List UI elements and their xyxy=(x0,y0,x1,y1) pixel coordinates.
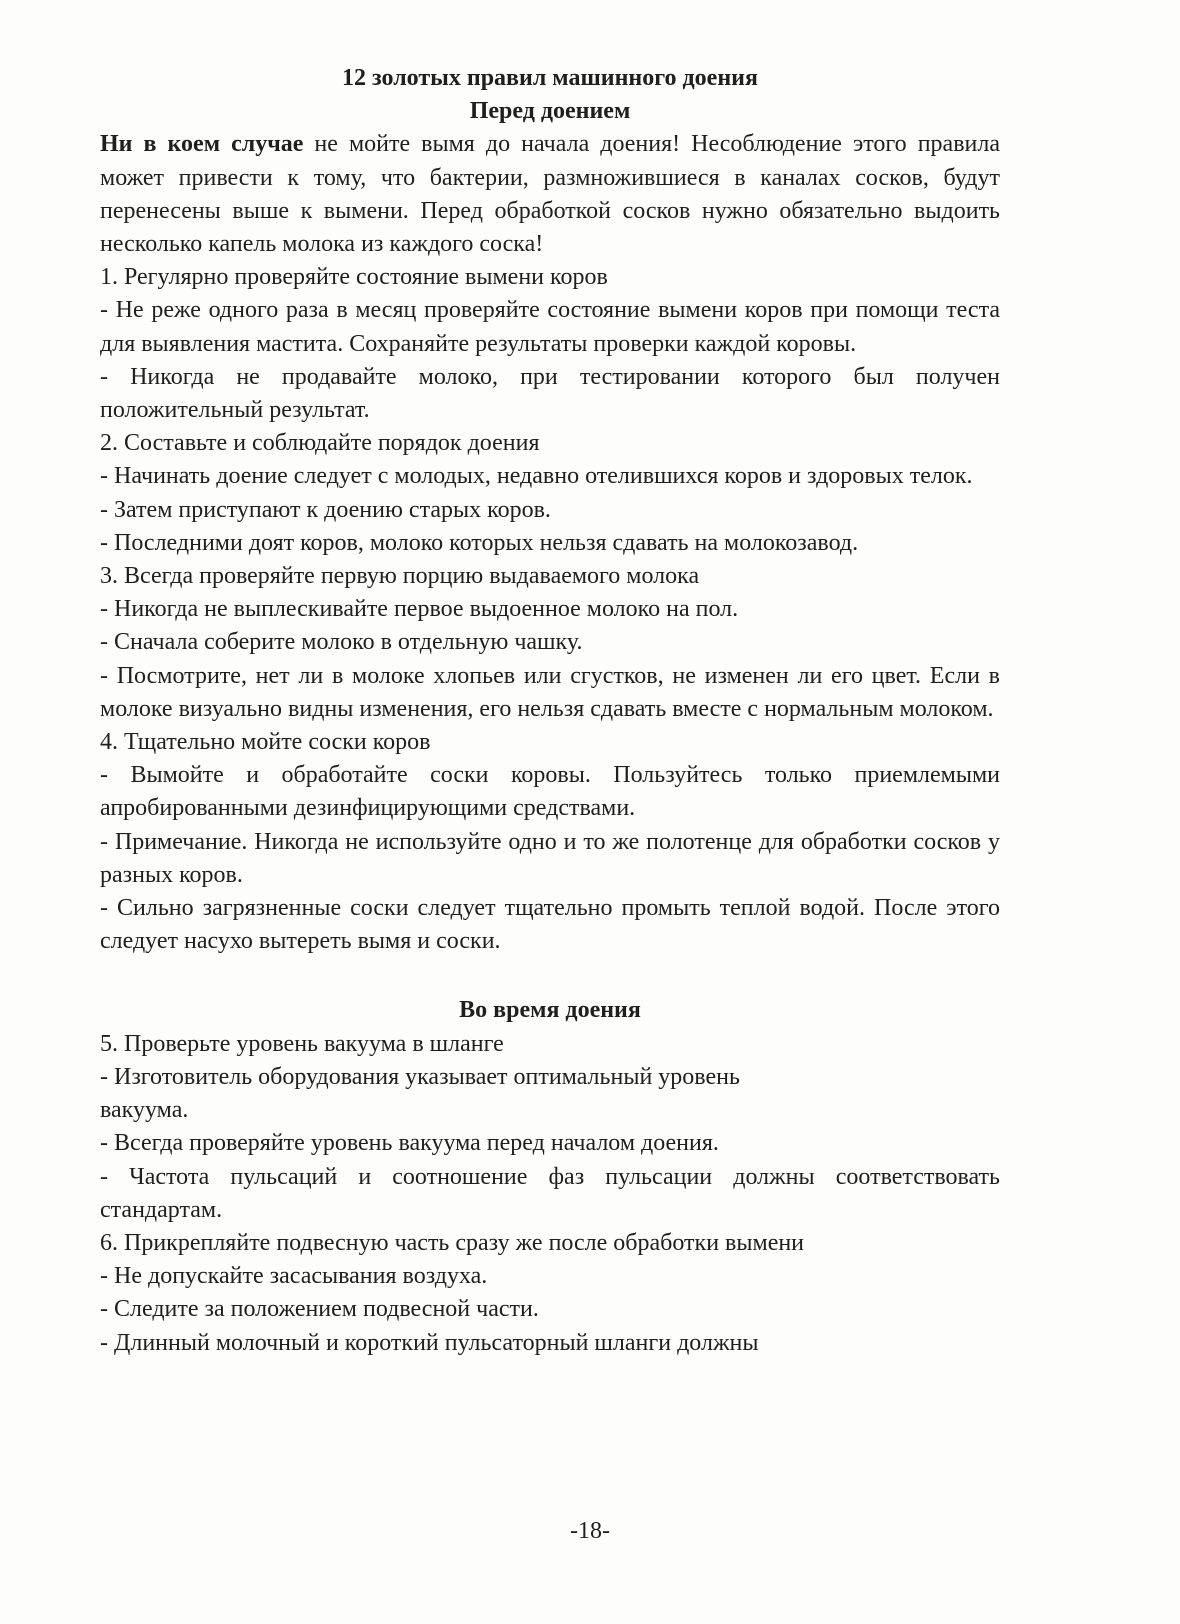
section-heading-before-milking: Перед доением xyxy=(469,98,631,125)
rule-4-item: - Вымойте и обработайте соски коровы. Пользуйтесь только приемлемыми апробированными дезинфицирующими средствами. xyxy=(100,762,1000,822)
section-heading-during-milking: Во время доения xyxy=(459,997,641,1024)
rule-6-item: - Следите за положением подвесной части. xyxy=(100,1296,539,1323)
rule-3-item: - Сначала соберите молоко в отдельную чашку. xyxy=(100,629,583,656)
rule-5-item: - Частота пульсаций и соотношение фаз пульсации должны соответствовать стандартам. xyxy=(100,1163,1000,1223)
rule-5-item: - Изготовитель оборудования указывает оптимальный уровень xyxy=(100,1063,740,1090)
rule-6-item: - Длинный молочный и короткий пульсаторный шланги должны xyxy=(100,1329,759,1356)
rule-5-item: - Всегда проверяйте уровень вакуума перед началом доения. xyxy=(100,1130,719,1157)
rule-1-heading: 1. Регулярно проверяйте состояние вымени коров xyxy=(100,264,608,291)
rule-5-heading: 5. Проверьте уровень вакуума в шланге xyxy=(100,1030,504,1057)
intro-text: не мойте вымя до начала доения! Несоблюдение этого правила может привести к тому, что бактерии, размножившиеся в каналах сосков, будут перенесены выше к вымени. Перед обработкой сосков нужно обязательно выдоить несколько капель молока из каждого соска! xyxy=(100,131,1000,258)
rule-2-item: - Начинать доение следует с молодых, недавно отелившихся коров и здоровых телок. xyxy=(100,463,973,490)
rule-2-item: - Последними доят коров, молоко которых нельзя сдавать на молокозавод. xyxy=(100,529,859,556)
rule-6-heading: 6. Прикрепляйте подвесную часть сразу же после обработки вымени xyxy=(100,1229,805,1256)
rule-5-item: вакуума. xyxy=(100,1097,189,1124)
rule-6-item: - Не допускайте засасывания воздуха. xyxy=(100,1263,488,1290)
document-title: 12 золотых правил машинного доения xyxy=(342,65,758,91)
rule-3-heading: 3. Всегда проверяйте первую порцию выдаваемого молока xyxy=(100,563,700,590)
rule-1-item: - Никогда не продавайте молоко, при тестировании которого был получен положительный результат. xyxy=(100,363,1000,424)
document-page xyxy=(100,60,1000,1360)
intro-bold-text: Ни в коем случае xyxy=(100,131,304,158)
rule-4-heading: 4. Тщательно мойте соски коров xyxy=(100,729,431,756)
rule-2-heading: 2. Составьте и соблюдайте порядок доения xyxy=(100,430,540,457)
rule-4-item: - Сильно загрязненные соски следует тщательно промыть теплой водой. После этого следует насухо вытереть вымя и соски. xyxy=(100,895,1000,955)
intro-paragraph xyxy=(100,128,1000,261)
rule-4-item: - Примечание. Никогда не используйте одно и то же полотенце для обработки сосков у разных коров. xyxy=(100,828,1000,888)
page-number: -18- xyxy=(570,1518,610,1544)
rule-3-item: - Никогда не выплескивайте первое выдоенное молоко на пол. xyxy=(100,596,739,623)
rule-3-item: - Посмотрите, нет ли в молоке хлопьев или сгустков, не изменен ли его цвет. Если в молоке визуально видны изменения, его нельзя сдавать вместе с нормальным молоком. xyxy=(100,662,1000,722)
rule-1-item: - Не реже одного раза в месяц проверяйте состояние вымени коров при помощи теста для выявления мастита. Сохраняйте результаты проверки каждой коровы. xyxy=(100,297,1000,357)
rule-2-item: - Затем приступают к доению старых коров. xyxy=(100,496,551,523)
